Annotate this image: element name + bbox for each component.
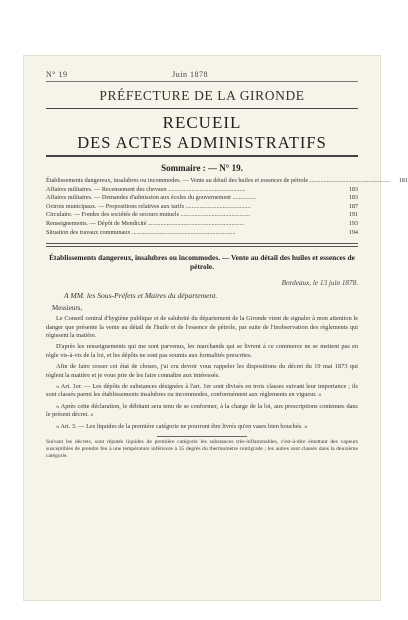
issue-header — [46, 70, 358, 82]
addressee: A MM. les Sous-Préfets et Maires du département. — [64, 291, 218, 301]
summary-entry: Renseignements. — Dépôt de Mendicité .............................................................. 193 — [46, 219, 358, 227]
body-paragraph: « Art. 3. — Les liquides de la première catégorie ne pourront être livrés qu'en vases bien bouchés. » — [56, 422, 308, 430]
issue-number: N° 19 — [46, 70, 68, 79]
document-page — [24, 56, 408, 600]
summary-rule — [46, 243, 358, 244]
summary-entry: Situation des travaux communaux ................................................................... 194 — [46, 228, 358, 236]
salutation: Messieurs, — [52, 304, 83, 313]
page-title-line2: DES ACTES ADMINISTRATIFS — [77, 133, 327, 152]
summary-entry: Circulaire. — Fondes des sociétés de secours mutuels ............................................. 191 — [46, 211, 358, 219]
summary-entry: Affaires militaires. — Recensement des chevaux .................................................. 183 — [46, 185, 358, 193]
body-paragraph: « Après cette déclaration, le débitant sera tenu de se conformer, à la charge de la loi, aux prescriptions contenues dans le présent décret. » — [46, 402, 358, 419]
prefecture-title: PRÉFECTURE DE LA GIRONDE — [99, 88, 305, 103]
summary-entry: Affaires militaires. — Demandes d'admission aux écoles du gouvernement ............... 183 — [46, 194, 358, 202]
title-rule — [46, 108, 358, 109]
footnote-rule — [157, 436, 247, 437]
page-title-line1: RECUEIL — [162, 113, 242, 132]
summary-list — [46, 177, 408, 237]
summary-entry: Octrois municipaux. — Propositions relatives aux tarifs .......................................... 187 — [46, 202, 358, 210]
footnote: Suivant les décrets, sont réputés liquides de première catégorie les substances très-inflammables, c'est-à-dire émettant des vapeurs susceptibles de prendre feu à une température inférieure à 35 degrés du thermomètre centigrade ; les autres sont classés dans la deuxième catégorie. — [46, 439, 358, 460]
summary-heading: Sommaire : — N° 19. — [161, 163, 243, 173]
issue-date: Juin 1878 — [172, 70, 208, 79]
body-paragraph: Afin de faire cesser cet état de choses, j'ai cru devoir vous rappeler les dispositions du décret du 19 mai 1873 qui règlent la matière et je vous prie de les faire connaître aux intéressés. — [46, 363, 358, 379]
summary-entry: Établissements dangereux, insalubres ou incommodes. — Vente au détail des huiles et essences de pétrole .................................................... 181 — [46, 177, 408, 184]
summary-rule-2 — [46, 246, 358, 247]
page-content — [46, 70, 408, 461]
body-paragraph: D'après les renseignements qui me sont parvenus, les marchands qui se livrent à ce commerce ne se mettent pas en règle vis-à-vis de la loi, et les dépôts ne sont pas soumis aux formalités prescrites. — [46, 343, 358, 359]
body-paragraph: Le Conseil central d'hygiène publique et de salubrité du département de la Gironde vient de signaler à mon attention le danger que présente la vente au détail de l'huile et de l'essence de pétrole, par suite de l'inobservation des règlements qui régissent la matière. — [46, 315, 358, 339]
section-heading: Établissements dangereux, insalubres ou incommodes. — Vente au détail des huiles et essences de pétrole. — [49, 253, 355, 272]
place-date: Bordeaux, le 13 juin 1878. — [281, 279, 358, 288]
title-rule-double — [46, 155, 358, 157]
body-paragraph: « Art. 1er. — Les dépôts de substances désignées à l'art. 1er sont divisés en trois classes suivant leur importance ; ils sont classés parmi les établissements insalubres ou incommodes, conformément aux règlements en vigueur. » — [46, 383, 358, 399]
